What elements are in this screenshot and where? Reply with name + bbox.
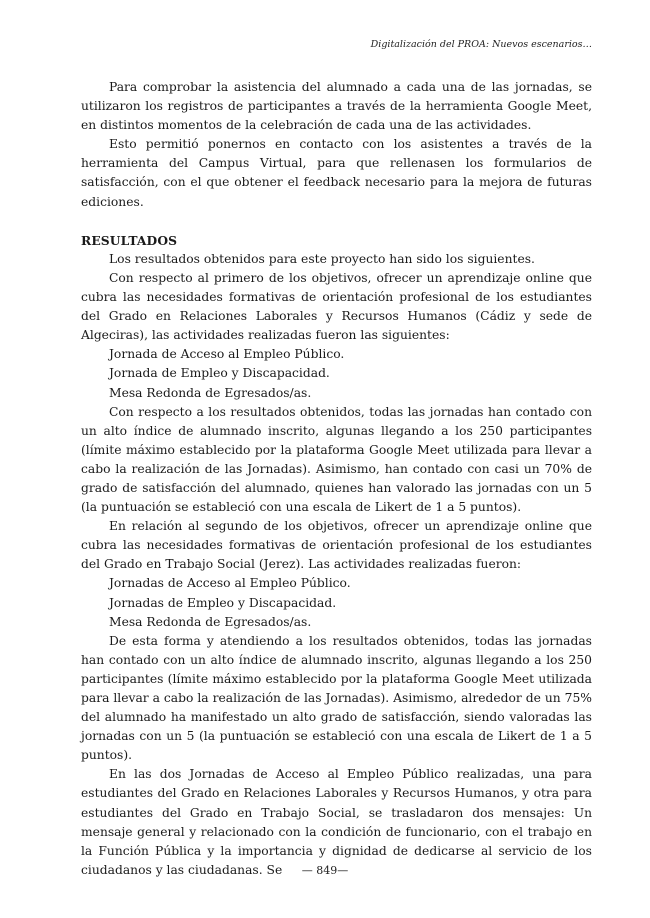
list-item: Jornada de Acceso al Empleo Público. [109, 347, 345, 362]
list-item: Jornadas de Acceso al Empleo Público. [109, 576, 351, 591]
page-number: — 849— [301, 864, 349, 877]
list-item: Mesa Redonda de Egresados/as. [109, 385, 312, 400]
paragraph: En las dos Jornadas de Acceso al Empleo Público realizadas, una para estudiantes del Grado en Relaciones Laborales y Recursos Humanos, y otra para estudiantes del Grado en Trabajo Social, se trasladaron dos mensajes: Un mensaje general y relacionado con la condición de funcionario, con el trabajo en la Función Pública y la importancia y dignidad de dedicarse al servicio de los ciudadanos y las ciudadanas. Se [81, 767, 592, 877]
list-item: Jornadas de Empleo y Discapacidad. [109, 595, 337, 610]
running-header: Digitalización del PROA: Nuevos escenarios… [370, 39, 592, 50]
section-heading: RESULTADOS [81, 232, 178, 248]
paragraph: Con respecto a los resultados obtenidos, todas las jornadas han contado con un alto índice de alumnado inscrito, algunas llegando a los 250 participantes (límite máximo establecido por la plataforma Google Meet utilizada para llevar a cabo la realización de las Jornadas). Asimismo, han contado con casi un 70% de grado de satisfacción del alumnado, quienes han valorado las jornadas con un 5 (la puntuación se estableció con una escala de Likert de 1 a 5 puntos). [81, 404, 592, 515]
list-item: Mesa Redonda de Egresados/as. [109, 614, 312, 629]
list-item: Jornada de Empleo y Discapacidad. [109, 366, 330, 381]
paragraph: Esto permitió ponernos en contacto con los asistentes a través de la herramienta del Campus Virtual, para que rellenasen los formularios de satisfacción, con el que obtener el feedback necesario para la mejora de futuras ediciones. [81, 137, 592, 209]
paragraph: En relación al segundo de los objetivos, ofrecer un aprendizaje online que cubra las necesidades formativas de orientación profesional de los estudiantes del Grado en Trabajo Social (Jerez). Las actividades realizadas fueron: [81, 519, 592, 572]
paragraph: Los resultados obtenidos para este proyecto han sido los siguientes. [109, 251, 535, 266]
paragraph: Para comprobar la asistencia del alumnado a cada una de las jornadas, se utilizaron los registros de participantes a través de la herramienta Google Meet, en distintos momentos de la celebración de cada una de las actividades. [81, 80, 592, 133]
body-text [81, 78, 592, 880]
paragraph: De esta forma y atendiendo a los resultados obtenidos, todas las jornadas han contado con un alto índice de alumnado inscrito, algunas llegando a los 250 participantes (límite máximo establecido por la plataforma Google Meet utilizada para llevar a cabo la realización de las Jornadas). Asimismo, alrededor de un 75% del alumnado ha manifestado un alto grado de satisfacción, siendo valoradas las jornadas con un 5 (la puntuación se estableció con una escala de Likert de 1 a 5 puntos). [81, 633, 592, 763]
paragraph: Con respecto al primero de los objetivos, ofrecer un aprendizaje online que cubra las necesidades formativas de orientación profesional de los estudiantes del Grado en Relaciones Laborales y Recursos Humanos (Cádiz y sede de Algeciras), las actividades realizadas fueron las siguientes: [81, 270, 592, 343]
